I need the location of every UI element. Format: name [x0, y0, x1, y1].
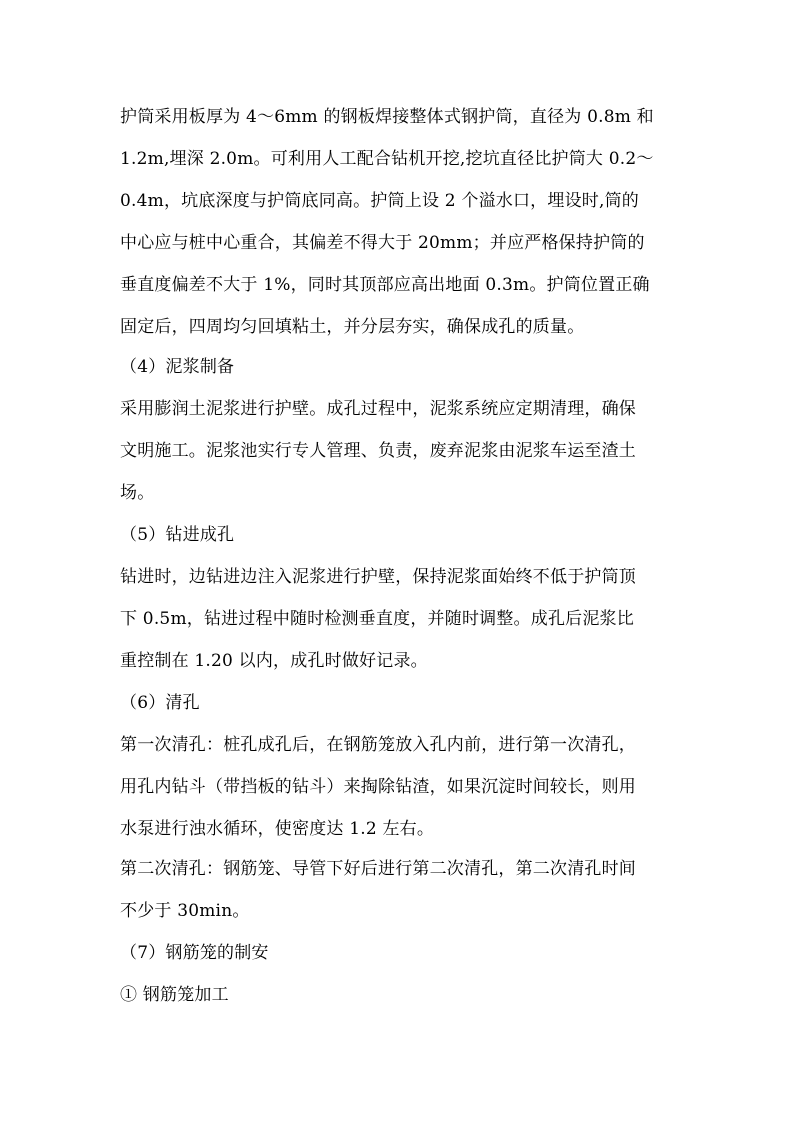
section-heading-hole-cleaning: （6）清孔 — [120, 693, 200, 713]
paragraph-drilling-line-2: 下 0.5m，钻进过程中随时检测垂直度，并随时调整。成孔后泥浆比 — [120, 609, 634, 629]
section-heading-mud-preparation: （4）泥浆制备 — [120, 357, 235, 377]
paragraph-second-cleaning-line-2: 不少于 30min。 — [120, 901, 250, 921]
section-heading-rebar-cage: （7）钢筋笼的制安 — [120, 943, 269, 963]
paragraph-mud-line-2: 文明施工。泥浆池实行专人管理、负责，废弃泥浆由泥浆车运至渣土 — [120, 441, 636, 461]
paragraph-first-cleaning-line-3: 水泵进行浊水循环，使密度达 1.2 左右。 — [120, 819, 435, 839]
paragraph-drilling-line-3: 重控制在 1.20 以内，成孔时做好记录。 — [120, 651, 428, 671]
paragraph-casing-line-3: 0.4m，坑底深度与护筒底同高。护筒上设 2 个溢水口，埋设时,筒的 — [120, 191, 639, 211]
paragraph-casing-line-5: 垂直度偏差不大于 1%，同时其顶部应高出地面 0.3m。护筒位置正确 — [120, 275, 650, 295]
paragraph-mud-line-3: 场。 — [120, 483, 155, 503]
paragraph-drilling-line-1: 钻进时，边钻进边注入泥浆进行护壁，保持泥浆面始终不低于护筒顶 — [120, 567, 636, 587]
paragraph-first-cleaning-line-2: 用孔内钻斗（带挡板的钻斗）来掏除钻渣，如果沉淀时间较长，则用 — [120, 777, 636, 797]
subsection-heading-rebar-processing: ① 钢筋笼加工 — [120, 985, 229, 1005]
paragraph-casing-line-4: 中心应与桩中心重合，其偏差不得大于 20mm；并应严格保持护筒的 — [120, 233, 645, 253]
paragraph-casing-line-1: 护筒采用板厚为 4～6mm 的钢板焊接整体式钢护筒，直径为 0.8m 和 — [120, 107, 654, 127]
paragraph-second-cleaning-line-1: 第二次清孔：钢筋笼、导管下好后进行第二次清孔，第二次清孔时间 — [120, 859, 636, 879]
paragraph-mud-line-1: 采用膨润土泥浆进行护壁。成孔过程中，泥浆系统应定期清理，确保 — [120, 399, 636, 419]
paragraph-casing-line-2: 1.2m,埋深 2.0m。可利用人工配合钻机开挖,挖坑直径比护筒大 0.2～ — [120, 149, 654, 169]
section-heading-drilling: （5）钻进成孔 — [120, 525, 235, 545]
paragraph-casing-line-6: 固定后，四周均匀回填粘土，并分层夯实，确保成孔的质量。 — [120, 317, 585, 337]
paragraph-first-cleaning-line-1: 第一次清孔：桩孔成孔后，在钢筋笼放入孔内前，进行第一次清孔， — [120, 735, 636, 755]
